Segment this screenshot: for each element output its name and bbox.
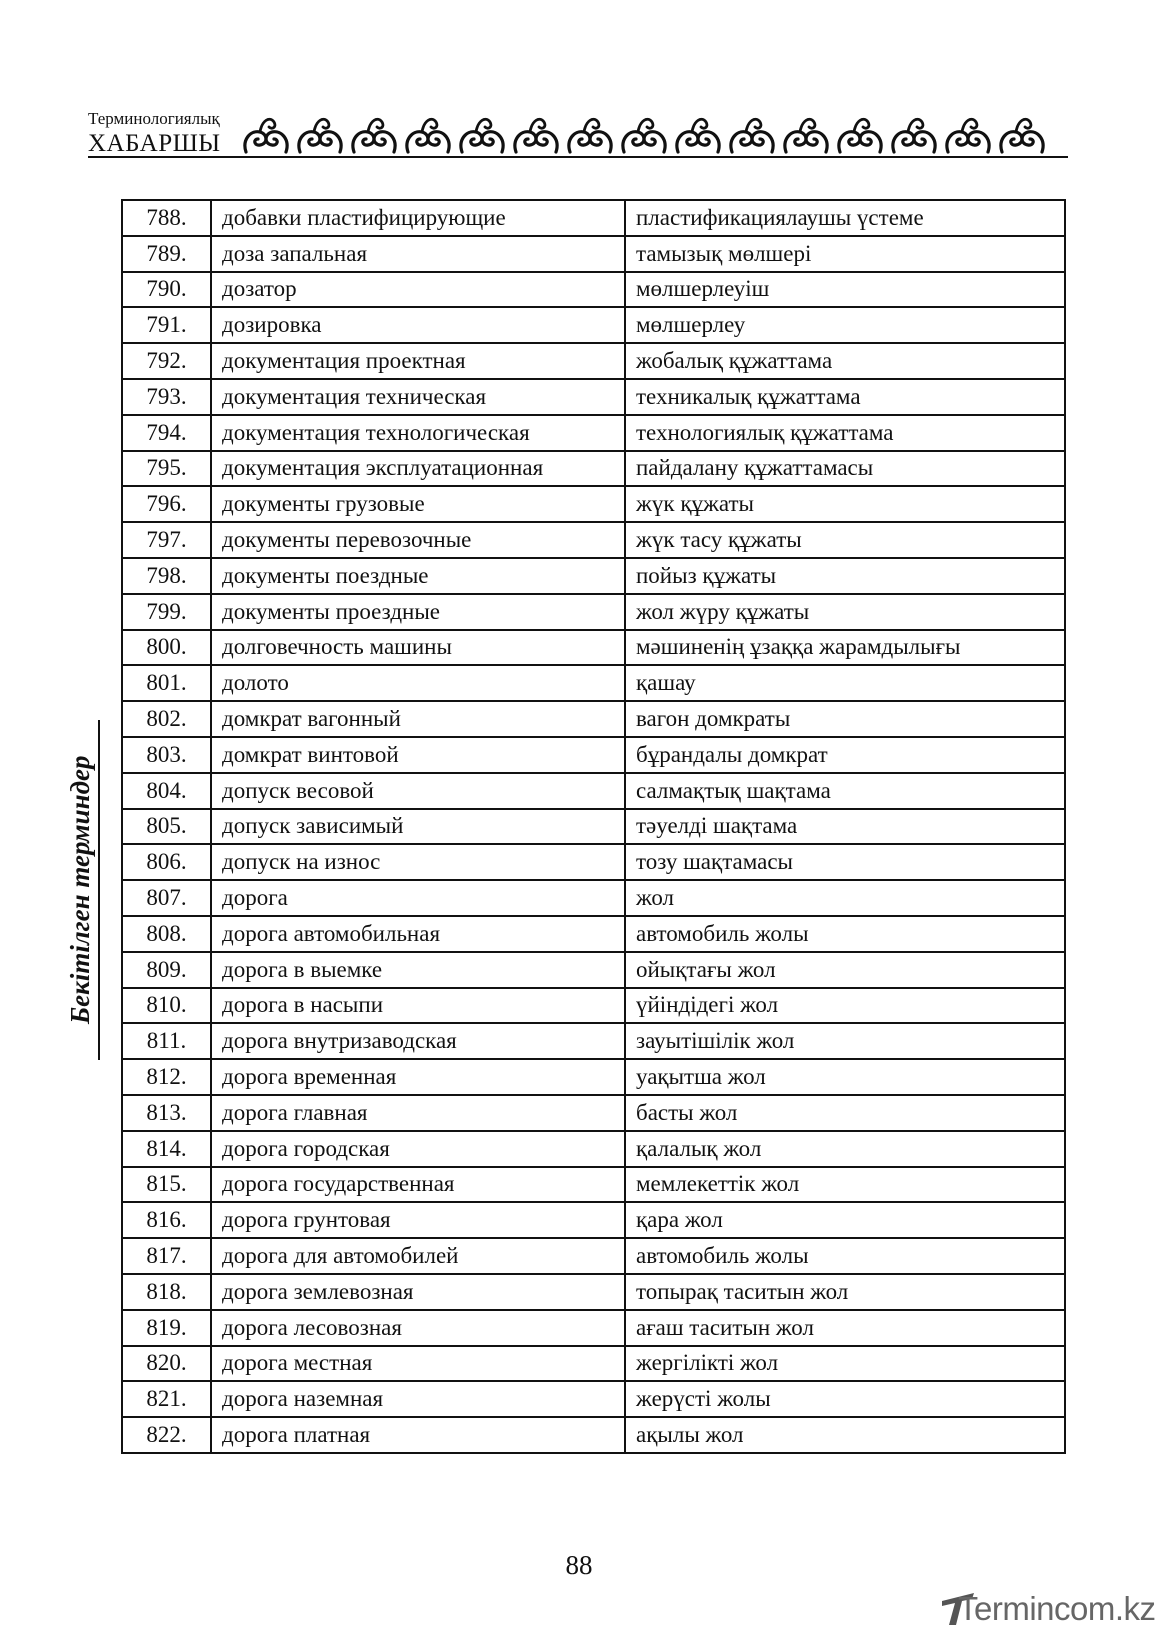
table-row [122, 415, 1065, 451]
term-kazakh: жүк тасу құжаты [625, 522, 1065, 558]
table-row [122, 916, 1065, 952]
term-russian: документы грузовые [211, 486, 625, 522]
table-row [122, 1167, 1065, 1203]
table-row [122, 558, 1065, 594]
table-row [122, 486, 1065, 522]
term-russian: дорога в насыпи [211, 988, 625, 1024]
table-row [122, 1346, 1065, 1382]
term-kazakh: пойыз құжаты [625, 558, 1065, 594]
term-number: 794. [122, 415, 211, 451]
term-kazakh: бұрандалы домкрат [625, 737, 1065, 773]
term-kazakh: пластификациялаушы үстеме [625, 200, 1065, 236]
table-row [122, 988, 1065, 1024]
term-russian: дорога городская [211, 1131, 625, 1167]
term-russian: дорога временная [211, 1059, 625, 1095]
term-kazakh: қашау [625, 665, 1065, 701]
term-number: 789. [122, 236, 211, 272]
term-kazakh: басты жол [625, 1095, 1065, 1131]
table-row [122, 307, 1065, 343]
term-russian: домкрат вагонный [211, 701, 625, 737]
term-number: 800. [122, 630, 211, 666]
term-russian: дорога наземная [211, 1381, 625, 1417]
term-number: 792. [122, 343, 211, 379]
term-number: 803. [122, 737, 211, 773]
term-number: 801. [122, 665, 211, 701]
table-row [122, 665, 1065, 701]
table-row [122, 1131, 1065, 1167]
page-header [88, 106, 1068, 162]
term-russian: дорога платная [211, 1417, 625, 1453]
term-russian: дорога в выемке [211, 952, 625, 988]
term-russian: дорога государственная [211, 1167, 625, 1203]
term-kazakh: қалалық жол [625, 1131, 1065, 1167]
term-russian: доза запальная [211, 236, 625, 272]
term-number: 809. [122, 952, 211, 988]
term-kazakh: тозу шақтамасы [625, 844, 1065, 880]
term-number: 788. [122, 200, 211, 236]
term-number: 797. [122, 522, 211, 558]
term-number: 790. [122, 272, 211, 308]
term-number: 807. [122, 880, 211, 916]
site-watermark [940, 1587, 1156, 1631]
term-russian: дорога грунтовая [211, 1202, 625, 1238]
term-number: 816. [122, 1202, 211, 1238]
term-number: 820. [122, 1346, 211, 1382]
term-russian: дозатор [211, 272, 625, 308]
term-number: 795. [122, 451, 211, 487]
term-russian: дорога землевозная [211, 1274, 625, 1310]
term-russian: дорога местная [211, 1346, 625, 1382]
table-row [122, 809, 1065, 845]
term-kazakh: жол [625, 880, 1065, 916]
term-number: 821. [122, 1381, 211, 1417]
term-russian: добавки пластифицирующие [211, 200, 625, 236]
term-kazakh: жобалық құжаттама [625, 343, 1065, 379]
term-kazakh: жергілікті жол [625, 1346, 1065, 1382]
term-kazakh: мөлшерлеу [625, 307, 1065, 343]
term-number: 822. [122, 1417, 211, 1453]
term-russian: допуск весовой [211, 773, 625, 809]
table-row [122, 343, 1065, 379]
term-number: 799. [122, 594, 211, 630]
term-number: 805. [122, 809, 211, 845]
term-russian: документы проездные [211, 594, 625, 630]
term-russian: документы перевозочные [211, 522, 625, 558]
term-number: 811. [122, 1023, 211, 1059]
terms-table-body [122, 200, 1065, 1453]
term-number: 793. [122, 379, 211, 415]
term-kazakh: тамызық мөлшері [625, 236, 1065, 272]
term-kazakh: жол жүру құжаты [625, 594, 1065, 630]
term-number: 819. [122, 1310, 211, 1346]
term-kazakh: жерүсті жолы [625, 1381, 1065, 1417]
term-russian: документация проектная [211, 343, 625, 379]
table-row [122, 737, 1065, 773]
term-kazakh: мөлшерлеуіш [625, 272, 1065, 308]
table-row [122, 701, 1065, 737]
journal-title: ХАБАРШЫ [88, 130, 221, 157]
section-side-title: Бекітілген терминдер [62, 720, 100, 1060]
table-row [122, 1238, 1065, 1274]
term-russian: долото [211, 665, 625, 701]
table-row [122, 379, 1065, 415]
term-kazakh: мемлекеттік жол [625, 1167, 1065, 1203]
term-number: 808. [122, 916, 211, 952]
table-row [122, 200, 1065, 236]
term-number: 802. [122, 701, 211, 737]
term-russian: дозировка [211, 307, 625, 343]
term-russian: дорога главная [211, 1095, 625, 1131]
table-row [122, 594, 1065, 630]
header-divider [88, 156, 1068, 158]
term-kazakh: тәуелді шақтама [625, 809, 1065, 845]
term-kazakh: техникалық құжаттама [625, 379, 1065, 415]
table-row [122, 952, 1065, 988]
table-row [122, 880, 1065, 916]
table-row [122, 773, 1065, 809]
table-row [122, 1059, 1065, 1095]
term-number: 806. [122, 844, 211, 880]
page-number: 88 [565, 1550, 593, 1580]
term-kazakh: уақытша жол [625, 1059, 1065, 1095]
term-kazakh: ойықтағы жол [625, 952, 1065, 988]
table-row [122, 1274, 1065, 1310]
term-number: 791. [122, 307, 211, 343]
table-row [122, 844, 1065, 880]
table-row [122, 522, 1065, 558]
term-number: 812. [122, 1059, 211, 1095]
term-number: 810. [122, 988, 211, 1024]
term-kazakh: ақылы жол [625, 1417, 1065, 1453]
term-number: 796. [122, 486, 211, 522]
term-number: 817. [122, 1238, 211, 1274]
table-row [122, 630, 1065, 666]
term-kazakh: вагон домкраты [625, 701, 1065, 737]
term-number: 814. [122, 1131, 211, 1167]
term-russian: допуск зависимый [211, 809, 625, 845]
term-kazakh: ағаш таситын жол [625, 1310, 1065, 1346]
term-kazakh: қара жол [625, 1202, 1065, 1238]
table-row [122, 236, 1065, 272]
term-russian: домкрат винтовой [211, 737, 625, 773]
term-kazakh: пайдалану құжаттамасы [625, 451, 1065, 487]
term-russian: долговечность машины [211, 630, 625, 666]
term-russian: дорога внутризаводская [211, 1023, 625, 1059]
table-row [122, 1417, 1065, 1453]
term-kazakh: технологиялық құжаттама [625, 415, 1065, 451]
term-russian: дорога автомобильная [211, 916, 625, 952]
table-row [122, 1202, 1065, 1238]
term-russian: документация эксплуатационная [211, 451, 625, 487]
table-row [122, 1310, 1065, 1346]
terms-table [121, 199, 1066, 1454]
journal-subtitle: Терминологиялық [88, 109, 220, 128]
term-kazakh: автомобиль жолы [625, 1238, 1065, 1274]
term-kazakh: топырақ таситын жол [625, 1274, 1065, 1310]
table-row [122, 451, 1065, 487]
term-number: 813. [122, 1095, 211, 1131]
term-russian: дорога для автомобилей [211, 1238, 625, 1274]
term-russian: дорога лесовозная [211, 1310, 625, 1346]
watermark-text: Termincom.kz [958, 1590, 1156, 1627]
term-kazakh: зауытішілік жол [625, 1023, 1065, 1059]
term-russian: дорога [211, 880, 625, 916]
term-kazakh: мәшиненің ұзаққа жарамдылығы [625, 630, 1065, 666]
term-russian: допуск на износ [211, 844, 625, 880]
term-number: 818. [122, 1274, 211, 1310]
table-row [122, 1023, 1065, 1059]
term-russian: документы поездные [211, 558, 625, 594]
table-row [122, 1095, 1065, 1131]
term-number: 815. [122, 1167, 211, 1203]
table-row [122, 272, 1065, 308]
term-kazakh: автомобиль жолы [625, 916, 1065, 952]
term-kazakh: үйіндідегі жол [625, 988, 1065, 1024]
term-kazakh: жүк құжаты [625, 486, 1065, 522]
term-russian: документация техническая [211, 379, 625, 415]
table-row [122, 1381, 1065, 1417]
term-number: 804. [122, 773, 211, 809]
term-number: 798. [122, 558, 211, 594]
term-kazakh: салмақтық шақтама [625, 773, 1065, 809]
ornament-icon [240, 108, 1068, 160]
term-russian: документация технологическая [211, 415, 625, 451]
